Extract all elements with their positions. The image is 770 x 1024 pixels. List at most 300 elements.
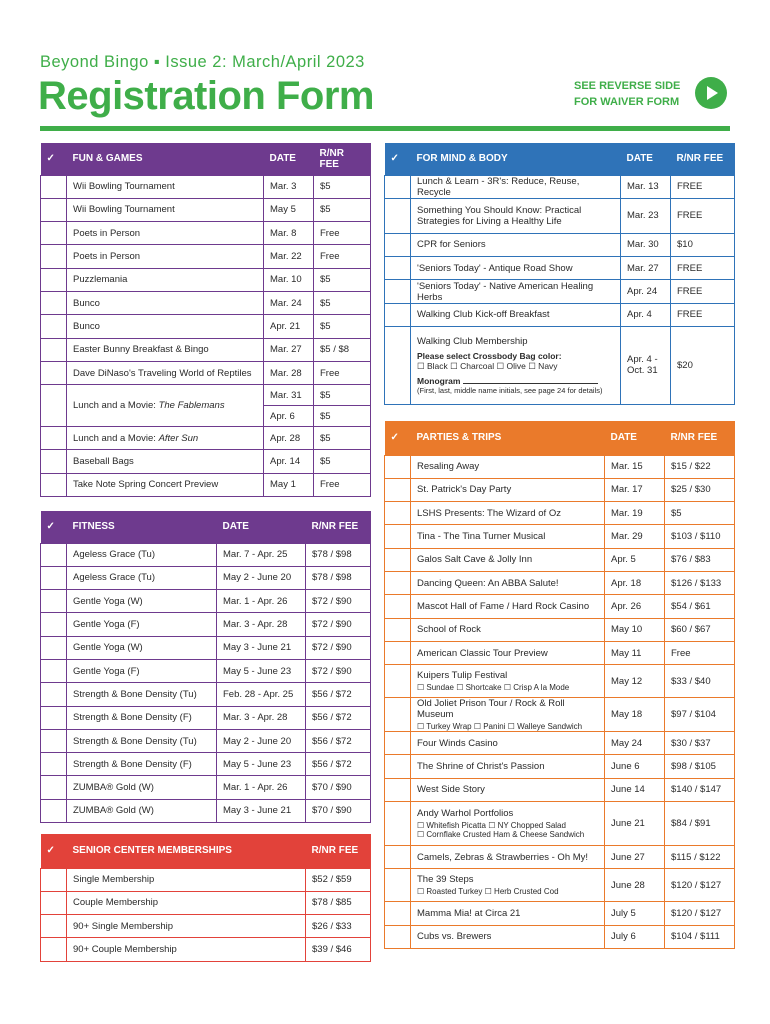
checkbox-cell[interactable] xyxy=(41,915,67,938)
table-row xyxy=(41,776,371,799)
check-icon: ✓ xyxy=(390,153,399,165)
date-cell: Apr. 14 xyxy=(264,450,314,473)
checkbox-cell[interactable] xyxy=(385,303,411,326)
table-row xyxy=(41,938,371,961)
checkbox-cell[interactable] xyxy=(385,502,411,525)
table-row xyxy=(41,590,371,613)
activity-name-cell xyxy=(411,869,605,902)
bag-color-options[interactable]: ☐ Black ☐ Charcoal ☐ Olive ☐ Navy xyxy=(417,360,558,371)
activity-name: Tina - The Tina Turner Musical xyxy=(417,531,546,543)
monogram-field[interactable] xyxy=(417,376,614,386)
activity-name-cell xyxy=(411,755,605,778)
fee-cell: $120 / $127 xyxy=(665,902,735,925)
date-cell: Apr. 21 xyxy=(264,315,314,338)
activity-name: CPR for Seniors xyxy=(411,233,621,256)
fee-cell: $56 / $72 xyxy=(306,753,371,776)
reverse-side-note[interactable] xyxy=(574,78,680,110)
fee-cell: $60 / $67 xyxy=(665,618,735,641)
checkbox-cell[interactable] xyxy=(385,257,411,280)
table-row xyxy=(41,613,371,636)
fee-cell: $5 xyxy=(314,315,371,338)
date-cell: May 18 xyxy=(605,698,665,732)
table-row xyxy=(41,361,371,384)
fee-cell: FREE xyxy=(671,280,735,303)
section-title: SENIOR CENTER MEMBERSHIPS xyxy=(72,845,232,857)
fee-cell: Free xyxy=(314,473,371,496)
checkbox-cell[interactable] xyxy=(385,902,411,925)
fee-cell: $5 / $8 xyxy=(314,338,371,361)
activity-name: Walking Club Kick-off Breakfast xyxy=(411,303,621,326)
fee-cell: $5 xyxy=(314,268,371,291)
activity-name: The Shrine of Christ's Passion xyxy=(417,761,545,773)
activity-name: Something You Should Know: Practical Strategies for Living a Healthy Life xyxy=(411,198,621,233)
fee-cell: FREE xyxy=(671,257,735,280)
activity-name: Gentle Yoga (F) xyxy=(67,659,217,682)
activity-name: Resaling Away xyxy=(417,461,480,473)
section-title: FUN & GAMES xyxy=(72,153,143,165)
checkbox-cell[interactable] xyxy=(385,755,411,778)
table-row xyxy=(41,799,371,822)
meal-options[interactable]: ☐ Sundae ☐ Shortcake ☐ Crisp A la Mode xyxy=(417,683,570,693)
activity-name: Poets in Person xyxy=(67,245,264,268)
fee-cell: FREE xyxy=(671,175,735,198)
activity-name-cell xyxy=(411,698,605,732)
date-cell: Apr. 28 xyxy=(264,427,314,450)
activity-name: Puzzlemania xyxy=(67,268,264,291)
fee-cell: $10 xyxy=(671,233,735,256)
checkbox-cell[interactable] xyxy=(41,245,67,268)
checkbox-cell[interactable] xyxy=(41,753,67,776)
checkbox-cell[interactable] xyxy=(41,450,67,473)
fee-cell: $97 / $104 xyxy=(665,698,735,732)
checkbox-cell[interactable] xyxy=(41,291,67,314)
table-row xyxy=(385,846,735,869)
date-cell: Mar. 28 xyxy=(264,361,314,384)
fee-header: R/NR FEE xyxy=(670,432,718,444)
date-cell: June 27 xyxy=(605,846,665,869)
date-cell: Mar. 30 xyxy=(621,233,671,256)
checkbox-cell[interactable] xyxy=(385,618,411,641)
activity-name xyxy=(67,427,264,450)
activity-name-cell xyxy=(411,595,605,618)
activity-name-cell xyxy=(411,548,605,571)
table-row xyxy=(385,732,735,755)
table-row xyxy=(41,291,371,314)
table-row xyxy=(385,595,735,618)
checkbox-cell[interactable] xyxy=(385,732,411,755)
walking-club-row xyxy=(385,326,735,404)
checkbox-cell[interactable] xyxy=(41,706,67,729)
activity-name: 90+ Single Membership xyxy=(67,915,306,938)
checkbox-cell[interactable] xyxy=(41,891,67,914)
date-cell: May 10 xyxy=(605,618,665,641)
date-cell: Mar. 15 xyxy=(605,455,665,478)
activity-name: 'Seniors Today' - Antique Road Show xyxy=(411,257,621,280)
fee-cell: $140 / $147 xyxy=(665,778,735,801)
date-cell: July 5 xyxy=(605,902,665,925)
checkbox-cell[interactable] xyxy=(385,698,411,732)
date-cell: May 5 - June 23 xyxy=(217,659,306,682)
fee-cell: $52 / $59 xyxy=(306,868,371,891)
fee-cell: $33 / $40 xyxy=(665,665,735,698)
fee-cell: $25 / $30 xyxy=(665,478,735,501)
checkbox-cell[interactable] xyxy=(385,548,411,571)
date-cell: Apr. 5 xyxy=(605,548,665,571)
date-cell: Mar. 24 xyxy=(264,291,314,314)
activity-name-cell xyxy=(411,525,605,548)
monogram-input-line[interactable] xyxy=(463,376,598,384)
date-cell: May 3 - June 21 xyxy=(217,636,306,659)
activity-name: Old Joliet Prison Tour / Rock & Roll Museum xyxy=(417,698,565,721)
fee-cell: $5 xyxy=(314,406,371,427)
table-row xyxy=(385,925,735,948)
activity-name: Wii Bowling Tournament xyxy=(67,198,264,221)
activity-name-cell xyxy=(411,502,605,525)
date-cell: Apr. 24 xyxy=(621,280,671,303)
checkbox-cell[interactable] xyxy=(385,641,411,664)
checkbox-cell[interactable] xyxy=(41,683,67,706)
checkbox-cell[interactable] xyxy=(385,478,411,501)
table-row xyxy=(41,427,371,450)
date-cell: Mar. 29 xyxy=(605,525,665,548)
checkbox-cell[interactable] xyxy=(385,525,411,548)
activity-name-cell xyxy=(411,571,605,594)
checkbox-cell[interactable] xyxy=(41,222,67,245)
section-title: FITNESS xyxy=(72,521,115,533)
activity-name: Couple Membership xyxy=(67,891,306,914)
table-row xyxy=(41,753,371,776)
fee-cell: $56 / $72 xyxy=(306,729,371,752)
title-rule xyxy=(40,126,730,131)
bag-select-label: Please select Crossbody Bag color: xyxy=(417,350,562,361)
fee-cell: $5 xyxy=(314,175,371,198)
activity-name-cell xyxy=(411,665,605,698)
table-row xyxy=(41,385,371,406)
table-row xyxy=(41,683,371,706)
fee-cell: $54 / $61 xyxy=(665,595,735,618)
activity-name: The 39 Steps xyxy=(417,874,474,886)
activity-name: Gentle Yoga (W) xyxy=(67,590,217,613)
table-row xyxy=(385,175,735,198)
activity-name: Strength & Bone Density (Tu) xyxy=(67,729,217,752)
date-cell: July 6 xyxy=(605,925,665,948)
activity-name-cell xyxy=(411,478,605,501)
activity-name-cell xyxy=(411,732,605,755)
fee-cell: $115 / $122 xyxy=(665,846,735,869)
fee-cell: $98 / $105 xyxy=(665,755,735,778)
table-row xyxy=(385,280,735,303)
fee-cell: FREE xyxy=(671,198,735,233)
meal-options[interactable]: ☐ Turkey Wrap ☐ Panini ☐ Walleye Sandwich xyxy=(417,722,583,732)
activity-name: Ageless Grace (Tu) xyxy=(67,543,217,566)
date-cell: June 6 xyxy=(605,755,665,778)
check-icon: ✓ xyxy=(46,845,55,857)
fee-cell: $30 / $37 xyxy=(665,732,735,755)
activity-name: Strength & Bone Density (Tu) xyxy=(67,683,217,706)
checkbox-cell[interactable] xyxy=(41,315,67,338)
walking-club-name: Walking Club Membership xyxy=(417,335,528,347)
date-cell: Mar. 27 xyxy=(621,257,671,280)
fee-cell: $5 xyxy=(314,385,371,406)
reverse-note-line-2: FOR WAIVER FORM xyxy=(574,96,680,108)
date-cell: May 5 xyxy=(264,198,314,221)
parties-trips-table xyxy=(384,421,735,949)
fitness-table xyxy=(40,511,371,823)
date-cell: Apr. 26 xyxy=(605,595,665,618)
date-cell: Mar. 22 xyxy=(264,245,314,268)
checkbox-cell[interactable] xyxy=(41,361,67,384)
date-cell: Mar. 7 - Apr. 25 xyxy=(217,543,306,566)
activity-name: Strength & Bone Density (F) xyxy=(67,753,217,776)
activity-name: Dancing Queen: An ABBA Salute! xyxy=(417,577,559,589)
checkbox-cell[interactable] xyxy=(385,778,411,801)
issue-line: Beyond Bingo ▪ Issue 2: March/April 2023 xyxy=(40,53,365,71)
lunch-movie-prefix: Lunch and a Movie: xyxy=(73,432,159,444)
date-cell: Mar. 3 - Apr. 28 xyxy=(217,613,306,636)
activity-name: St. Patrick's Day Party xyxy=(417,484,512,496)
checkbox-cell[interactable] xyxy=(385,595,411,618)
activity-name-cell xyxy=(411,902,605,925)
date-cell: Mar. 3 - Apr. 28 xyxy=(217,706,306,729)
section-title: PARTIES & TRIPS xyxy=(416,432,502,444)
activity-name: Lunch & Learn - 3R's: Reduce, Reuse, Recycle xyxy=(411,175,621,198)
fee-cell: $56 / $72 xyxy=(306,683,371,706)
checkbox-cell[interactable] xyxy=(41,566,67,589)
activity-name: Bunco xyxy=(67,315,264,338)
activity-name-cell xyxy=(411,846,605,869)
date-cell: Mar. 1 - Apr. 26 xyxy=(217,590,306,613)
date-cell: Mar. 23 xyxy=(621,198,671,233)
table-row xyxy=(385,233,735,256)
fee-cell: $104 / $111 xyxy=(665,925,735,948)
table-row xyxy=(41,543,371,566)
activity-name: LSHS Presents: The Wizard of Oz xyxy=(417,507,561,519)
date-cell: Mar. 10 xyxy=(264,268,314,291)
date-cell: May 3 - June 21 xyxy=(217,799,306,822)
fee-cell: $78 / $98 xyxy=(306,543,371,566)
table-row xyxy=(385,478,735,501)
checkbox-cell[interactable] xyxy=(385,846,411,869)
table-row xyxy=(385,303,735,326)
table-row xyxy=(385,502,735,525)
activity-name: ZUMBA® Gold (W) xyxy=(67,776,217,799)
fee-cell: $78 / $98 xyxy=(306,566,371,589)
table-row xyxy=(41,915,371,938)
activity-name-cell xyxy=(411,641,605,664)
table-row xyxy=(41,659,371,682)
fee-header: R/NR FEE xyxy=(311,521,359,533)
fee-cell: $72 / $90 xyxy=(306,590,371,613)
checkbox-cell[interactable] xyxy=(385,326,411,404)
checkbox-cell[interactable] xyxy=(41,268,67,291)
fee-cell: $5 xyxy=(665,502,735,525)
activity-name: Easter Bunny Breakfast & Bingo xyxy=(67,338,264,361)
activity-name: Wii Bowling Tournament xyxy=(67,175,264,198)
reverse-side-button[interactable] xyxy=(695,77,727,109)
activity-name: Ageless Grace (Tu) xyxy=(67,566,217,589)
checkbox-cell[interactable] xyxy=(41,385,67,427)
date-cell: May 2 - June 20 xyxy=(217,729,306,752)
table-row xyxy=(41,222,371,245)
date-cell: May 1 xyxy=(264,473,314,496)
fee-cell: $39 / $46 xyxy=(306,938,371,961)
checkbox-cell[interactable] xyxy=(41,427,67,450)
checkbox-cell[interactable] xyxy=(41,338,67,361)
checkbox-cell[interactable] xyxy=(41,473,67,496)
checkbox-cell[interactable] xyxy=(385,198,411,233)
activity-name: Cubs vs. Brewers xyxy=(417,931,492,943)
meal-options[interactable]: ☐ Whitefish Picatta ☐ NY Chopped Salad xyxy=(417,821,566,831)
date-cell: Mar. 31 xyxy=(264,385,314,406)
activity-name: Galos Salt Cave & Jolly Inn xyxy=(417,554,533,566)
checkbox-cell[interactable] xyxy=(41,590,67,613)
date-cell: May 24 xyxy=(605,732,665,755)
table-row xyxy=(385,455,735,478)
reverse-note-line-1: SEE REVERSE SIDE xyxy=(574,80,681,92)
checkbox-cell[interactable] xyxy=(385,175,411,198)
table-row xyxy=(385,665,735,698)
checkbox-cell[interactable] xyxy=(41,729,67,752)
checkbox-cell[interactable] xyxy=(41,938,67,961)
lunch-movie-film: After Sun xyxy=(158,432,199,444)
activity-name-cell xyxy=(411,455,605,478)
fee-header: R/NR FEE xyxy=(676,153,724,165)
checkbox-cell[interactable] xyxy=(385,233,411,256)
date-cell: Mar. 3 xyxy=(264,175,314,198)
fee-cell: $126 / $133 xyxy=(665,571,735,594)
monogram-label: Monogram xyxy=(417,375,461,386)
fee-cell: $70 / $90 xyxy=(306,799,371,822)
check-icon: ✓ xyxy=(390,432,399,444)
fee-header: R/NR FEE xyxy=(311,845,359,857)
activity-name: American Classic Tour Preview xyxy=(417,647,548,659)
activity-name: Gentle Yoga (W) xyxy=(67,636,217,659)
play-icon xyxy=(707,86,718,100)
fee-cell: $5 xyxy=(314,291,371,314)
fee-cell: $103 / $110 xyxy=(665,525,735,548)
section-title: FOR MIND & BODY xyxy=(416,153,508,165)
activity-name-cell xyxy=(411,778,605,801)
lunch-movie-prefix: Lunch and a Movie: xyxy=(73,400,159,412)
fee-cell: $5 xyxy=(314,450,371,473)
table-row xyxy=(41,450,371,473)
page-title: Registration Form xyxy=(38,74,374,118)
fee-cell: Free xyxy=(665,641,735,664)
table-row xyxy=(41,245,371,268)
table-row xyxy=(41,198,371,221)
activity-name: Kuipers Tulip Festival xyxy=(417,670,508,682)
fee-cell: FREE xyxy=(671,303,735,326)
date-cell: May 12 xyxy=(605,665,665,698)
fee-cell: Free xyxy=(314,361,371,384)
date-header: DATE xyxy=(626,153,653,165)
checkbox-cell[interactable] xyxy=(385,280,411,303)
activity-name: 'Seniors Today' - Native American Healing Herbs xyxy=(411,280,621,303)
checkbox-cell[interactable] xyxy=(385,455,411,478)
activity-name-cell xyxy=(411,925,605,948)
fee-cell: Free xyxy=(314,222,371,245)
table-row xyxy=(385,618,735,641)
table-row xyxy=(41,175,371,198)
activity-name: Dave DiNaso's Traveling World of Reptiles xyxy=(67,361,264,384)
activity-name: Andy Warhol Portfolios xyxy=(417,808,514,820)
checkbox-cell[interactable] xyxy=(41,799,67,822)
meal-options[interactable]: ☐ Roasted Turkey ☐ Herb Crusted Cod xyxy=(417,887,559,897)
table-row xyxy=(385,778,735,801)
activity-name: Strength & Bone Density (F) xyxy=(67,706,217,729)
activity-name: West Side Story xyxy=(417,784,485,796)
checkbox-cell[interactable] xyxy=(41,613,67,636)
activity-name: Camels, Zebras & Strawberries - Oh My! xyxy=(417,851,589,863)
table-row xyxy=(385,257,735,280)
table-row xyxy=(385,525,735,548)
fee-cell: $72 / $90 xyxy=(306,636,371,659)
checkbox-cell[interactable] xyxy=(41,776,67,799)
table-row xyxy=(41,868,371,891)
date-header: DATE xyxy=(222,521,249,533)
table-row xyxy=(385,548,735,571)
checkbox-cell[interactable] xyxy=(385,571,411,594)
fee-cell: $72 / $90 xyxy=(306,659,371,682)
date-cell: June 21 xyxy=(605,802,665,846)
table-row xyxy=(41,891,371,914)
date-cell: Apr. 6 xyxy=(264,406,314,427)
fee-cell: $26 / $33 xyxy=(306,915,371,938)
activity-name: Single Membership xyxy=(67,868,306,891)
activity-name: ZUMBA® Gold (W) xyxy=(67,799,217,822)
table-row xyxy=(385,902,735,925)
fee-cell: $78 / $85 xyxy=(306,891,371,914)
table-row xyxy=(41,729,371,752)
checkbox-cell[interactable] xyxy=(41,543,67,566)
checkbox-cell[interactable] xyxy=(385,869,411,902)
fee-cell: Free xyxy=(314,245,371,268)
table-row xyxy=(41,706,371,729)
date-cell: Mar. 17 xyxy=(605,478,665,501)
activity-name: Gentle Yoga (F) xyxy=(67,613,217,636)
checkbox-cell[interactable] xyxy=(385,925,411,948)
checkbox-cell[interactable] xyxy=(41,659,67,682)
activity-name: Mascot Hall of Fame / Hard Rock Casino xyxy=(417,600,590,612)
table-row xyxy=(385,869,735,902)
fee-cell: $20 xyxy=(671,326,735,404)
activity-name: Mamma Mia! at Circa 21 xyxy=(417,908,521,919)
walking-club-details xyxy=(411,326,621,404)
fee-cell: $70 / $90 xyxy=(306,776,371,799)
checkbox-cell[interactable] xyxy=(41,198,67,221)
table-row xyxy=(41,473,371,496)
date-header: DATE xyxy=(269,153,296,165)
table-row xyxy=(41,636,371,659)
activity-name: Poets in Person xyxy=(67,222,264,245)
lunch-movie-film: The Fablemans xyxy=(158,400,225,412)
date-cell: Mar. 27 xyxy=(264,338,314,361)
fee-cell: $120 / $127 xyxy=(665,869,735,902)
table-row xyxy=(385,802,735,846)
fee-cell: $5 xyxy=(314,427,371,450)
checkbox-cell[interactable] xyxy=(41,868,67,891)
meal-options-2[interactable]: ☐ Cornflake Crusted Ham & Cheese Sandwich xyxy=(417,830,585,840)
checkbox-cell[interactable] xyxy=(385,665,411,698)
fee-cell: $72 / $90 xyxy=(306,613,371,636)
fun-games-table xyxy=(40,143,371,497)
activity-name-cell xyxy=(411,802,605,846)
checkbox-cell[interactable] xyxy=(385,802,411,846)
activity-name: Baseball Bags xyxy=(67,450,264,473)
checkbox-cell[interactable] xyxy=(41,175,67,198)
checkbox-cell[interactable] xyxy=(41,636,67,659)
date-cell: June 14 xyxy=(605,778,665,801)
